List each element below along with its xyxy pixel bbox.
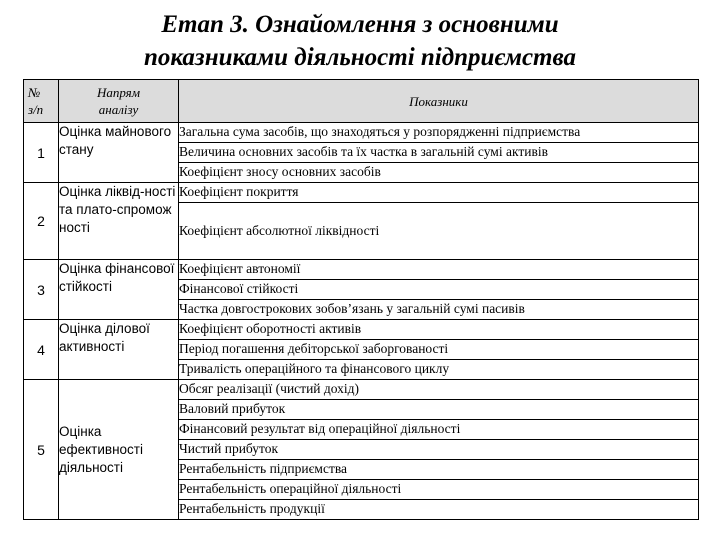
group-number: 1: [24, 123, 59, 183]
table-row: [24, 183, 699, 203]
group-number: 2: [24, 183, 59, 260]
indicator-cell: Чистий прибуток: [179, 440, 699, 460]
indicator-cell: Величина основних засобів та їх частка в загальній сумі активів: [179, 143, 699, 163]
table-header-row: [24, 80, 699, 123]
indicator-cell: Коефіцієнт оборотності активів: [179, 320, 699, 340]
indicator-cell: Коефіцієнт абсолютної ліквідності: [179, 203, 699, 260]
indicator-cell: Тривалість операційного та фінансового циклу: [179, 360, 699, 380]
table-row: [24, 260, 699, 280]
indicator-cell: Коефіцієнт покриття: [179, 183, 699, 203]
table-row: [24, 123, 699, 143]
indicator-cell: Частка довгострокових зобов’язань у загальній сумі пасивів: [179, 300, 699, 320]
group-direction: Оцінка фінансової стійкості: [59, 260, 179, 320]
group-number: 5: [24, 380, 59, 520]
header-indicators: Показники: [179, 80, 699, 123]
header-number: № з/п: [24, 80, 59, 123]
indicator-cell: Рентабельність підприємства: [179, 460, 699, 480]
indicator-cell: Період погашення дебіторської заборгованості: [179, 340, 699, 360]
group-direction: Оцінка майнового стану: [59, 123, 179, 183]
indicator-cell: Коефіцієнт автономії: [179, 260, 699, 280]
header-direction: Напрям аналізу: [59, 80, 179, 123]
indicators-table: [23, 79, 699, 520]
group-direction: Оцінка ліквід-ності та плато-спромож ності: [59, 183, 179, 260]
title-line-1: Етап 3. Ознайомлення з основними: [161, 11, 559, 38]
page-title: [0, 8, 720, 74]
indicator-cell: Загальна сума засобів, що знаходяться у розпорядженні підприємства: [179, 123, 699, 143]
group-direction: Оцінка ділової активності: [59, 320, 179, 380]
indicator-cell: Фінансовий результат від операційної діяльності: [179, 420, 699, 440]
indicator-cell: Обсяг реалізації (чистий дохід): [179, 380, 699, 400]
table-row: [24, 380, 699, 400]
indicator-cell: Валовий прибуток: [179, 400, 699, 420]
title-line-2: показниками діяльності підприємства: [143, 44, 577, 71]
indicator-cell: Рентабельність операційної діяльності: [179, 480, 699, 500]
group-direction: Оцінка ефективності діяльності: [59, 380, 179, 520]
indicator-cell: Коефіцієнт зносу основних засобів: [179, 163, 699, 183]
group-number: 4: [24, 320, 59, 380]
group-number: 3: [24, 260, 59, 320]
table-row: [24, 320, 699, 340]
indicator-cell: Рентабельність продукції: [179, 500, 699, 520]
indicator-cell: Фінансової стійкості: [179, 280, 699, 300]
